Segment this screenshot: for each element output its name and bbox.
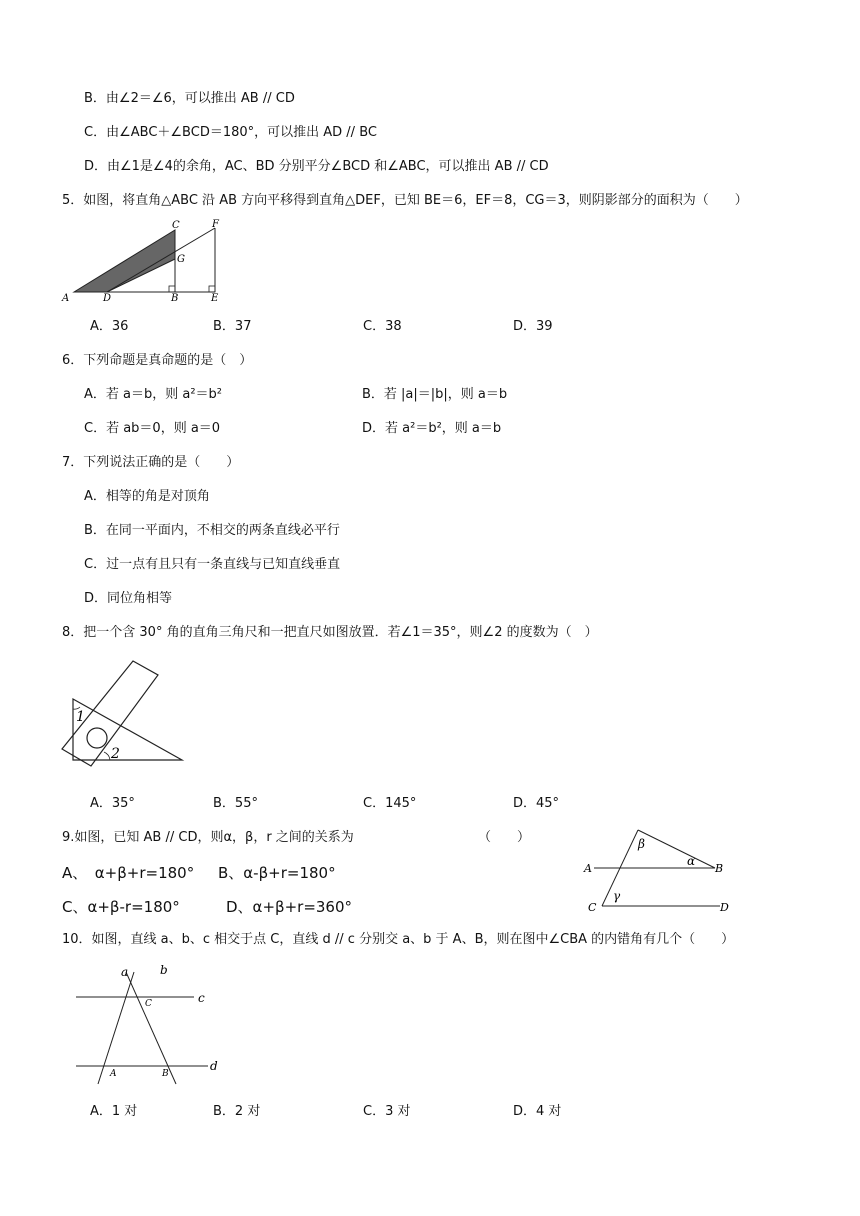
q8-option-a: A．35° [90, 796, 135, 811]
q5-label-c: C [172, 220, 180, 231]
q9-option-d: D、α+β+r=360° [226, 898, 353, 916]
q8-label-1: 1 [76, 709, 85, 725]
q9-label-alpha: α [687, 854, 696, 868]
q6-stem: 6．下列命题是真命题的是（ ） [62, 353, 253, 368]
q5-stem: 5．如图，将直角△ABC 沿 AB 方向平移得到直角△DEF，已知 BE＝6，EF＝8，CG＝3，则阴影部分的面积为（ ） [62, 193, 748, 208]
q4-option-d: D．由∠1是∠4的余角，AC、BD 分别平分∠BCD 和∠ABC，可以推出 AB // CD [84, 159, 549, 174]
q10-label-point-c: C [145, 999, 152, 1009]
q6-option-c: C．若 ab＝0，则 a＝0 [84, 421, 221, 436]
q10-option-c: C．3 对 [363, 1104, 411, 1119]
q4-option-b: B．由∠2＝∠6，可以推出 AB // CD [84, 91, 295, 106]
q6-option-a: A．若 a＝b，则 a²＝b² [84, 387, 223, 402]
q5-figure [60, 218, 230, 308]
q10-label-point-a: A [110, 1069, 117, 1079]
q9-label-beta: β [638, 837, 645, 851]
q7-option-a: A．相等的角是对顶角 [84, 489, 210, 504]
q9-label-a: A [584, 862, 592, 875]
q10-label-b: b [160, 963, 168, 977]
q9-option-b: B、α-β+r=180° [218, 864, 336, 882]
q9-label-gamma: γ [613, 889, 621, 903]
q10-option-d: D．4 对 [513, 1104, 562, 1119]
q5-option-d: D．39 [513, 319, 553, 334]
q9-label-d: D [720, 901, 729, 914]
q7-option-c: C．过一点有且只有一条直线与已知直线垂直 [84, 557, 341, 572]
q9-option-a: A、 α+β+r=180° [62, 864, 195, 882]
q10-option-a: A．1 对 [90, 1104, 138, 1119]
q8-option-b: B．55° [213, 796, 258, 811]
q10-label-a: a [121, 965, 129, 979]
q9-figure [580, 822, 740, 914]
q10-stem: 10．如图，直线 a、b、c 相交于点 C，直线 d // c 分别交 a、b 于 A、B，则在图中∠CBA 的内错角有几个（ ） [62, 932, 735, 947]
q8-label-2: 2 [111, 746, 120, 762]
q5-option-a: A．36 [90, 319, 129, 334]
q8-figure [58, 655, 188, 770]
q10-label-point-b: B [162, 1069, 169, 1079]
q5-option-c: C．38 [363, 319, 402, 334]
q9-label-b: B [715, 862, 724, 875]
q4-option-c: C．由∠ABC＋∠BCD＝180°，可以推出 AD // BC [84, 125, 377, 140]
q5-label-d: D [103, 293, 112, 304]
q8-option-d: D．45° [513, 796, 560, 811]
q5-label-b: B [171, 293, 179, 304]
q9-label-c: C [588, 901, 597, 914]
q8-stem: 8．把一个含 30° 角的直角三角尺和一把直尺如图放置．若∠1＝35°，则∠2 的度数为（ ） [62, 625, 598, 640]
q10-figure [70, 962, 230, 1092]
q5-option-b: B．37 [213, 319, 252, 334]
q5-label-f: F [212, 219, 219, 230]
q5-label-g: G [177, 254, 185, 265]
q10-label-d: d [210, 1059, 218, 1073]
q6-option-d: D．若 a²＝b²，则 a＝b [362, 421, 502, 436]
q8-option-c: C．145° [363, 796, 417, 811]
q9-answer-paren: （ ） [478, 830, 531, 845]
q9-stem: 9.如图，已知 AB // CD，则α，β，r 之间的关系为 [62, 830, 354, 845]
q10-label-c: c [198, 991, 205, 1005]
q7-option-d: D．同位角相等 [84, 591, 173, 606]
q7-option-b: B．在同一平面内，不相交的两条直线必平行 [84, 523, 340, 538]
q7-stem: 7．下列说法正确的是（ ） [62, 455, 240, 470]
q9-option-c: C、α+β-r=180° [62, 898, 180, 916]
q6-option-b: B．若 |a|＝|b|，则 a＝b [362, 387, 508, 402]
q8-triangle [73, 699, 182, 760]
q5-label-e: E [211, 293, 219, 304]
q5-label-a: A [62, 293, 70, 304]
q10-option-b: B．2 对 [213, 1104, 261, 1119]
